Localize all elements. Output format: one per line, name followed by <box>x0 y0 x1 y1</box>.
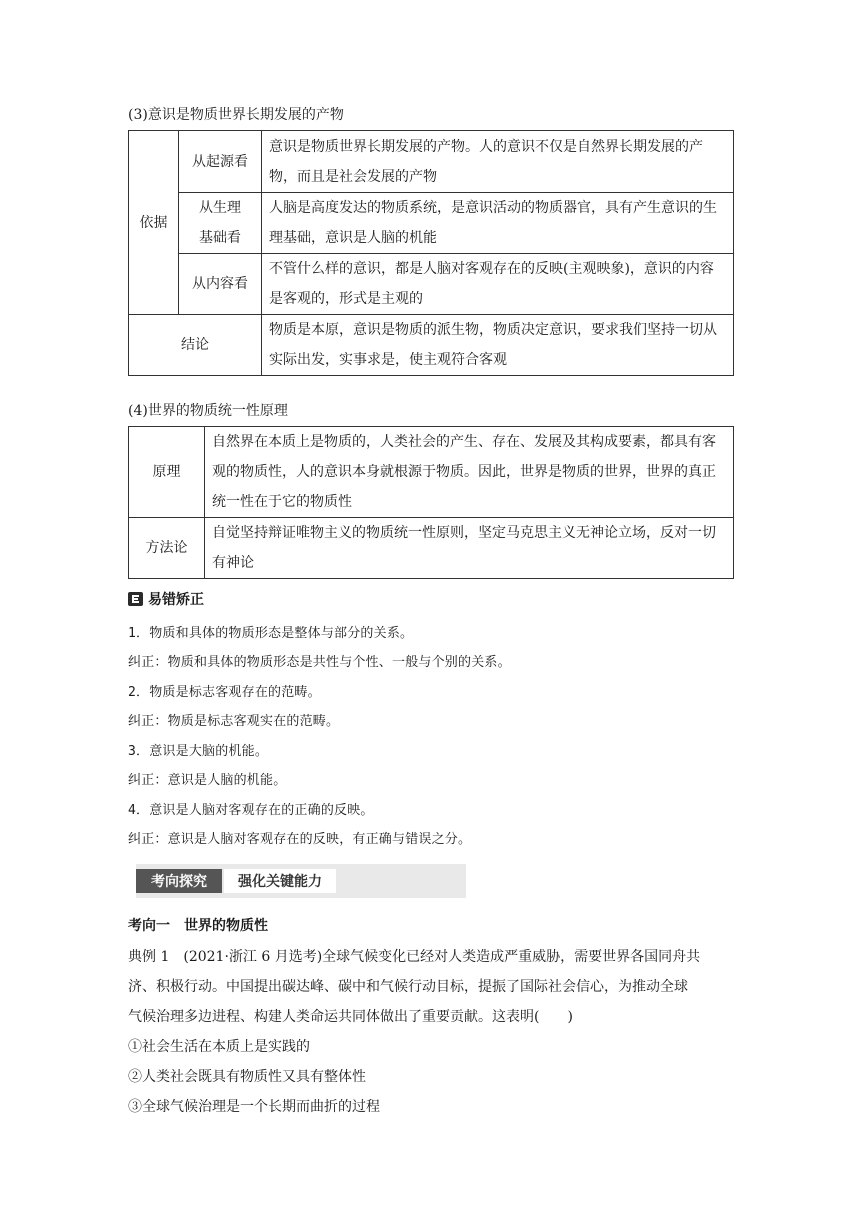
section3-heading: (3)意识是物质世界长期发展的产物 <box>128 107 344 123</box>
direction-title: 考向一 世界的物质性 <box>128 918 268 934</box>
row-text-physiology: 人脑是高度发达的物质系统，是意识活动的物质器官，具有产生意识的生理基础，意识是人脑的机能 <box>262 193 734 254</box>
methodology-text: 自觉坚持辩证唯物主义的物质统一性原则，坚定马克思主义无神论立场，反对一切有神论 <box>205 518 734 579</box>
basis-label: 依据 <box>129 131 179 315</box>
example-line: 气候治理多边进程、构建人类命运共同体做出了重要贡献。这表明( ) <box>128 1009 573 1025</box>
row-label-origin: 从起源看 <box>179 131 262 193</box>
correction-line: 4．意识是人脑对客观存在的正确的反映。 <box>128 803 374 818</box>
row-label-physiology-line2: 基础看 <box>199 230 241 246</box>
row-label-content: 从内容看 <box>179 254 262 315</box>
option-line: ①社会生活在本质上是实践的 <box>128 1039 310 1055</box>
correction-line: 纠正：意识是人脑对客观存在的反映，有正确与错误之分。 <box>128 832 472 847</box>
correction-line: 纠正：物质和具体的物质形态是共性与个性、一般与个别的关系。 <box>128 655 511 670</box>
row-label-physiology-line1: 从生理 <box>199 200 241 216</box>
correction-line: 纠正：物质是标志客观实在的范畴。 <box>128 714 340 729</box>
section4-heading: (4)世界的物质统一性原理 <box>128 403 288 419</box>
correction-line: 3．意识是大脑的机能。 <box>128 744 269 759</box>
conclusion-text: 物质是本原，意识是物质的派生物，物质决定意识，要求我们坚持一切从实际出发，实事求是，使主观符合客观 <box>262 315 734 376</box>
section-banner <box>136 864 466 898</box>
correction-line: 1．物质和具体的物质形态是整体与部分的关系。 <box>128 626 414 641</box>
correction-line: 纠正：意识是人脑的机能。 <box>128 773 287 788</box>
methodology-label: 方法论 <box>129 518 205 579</box>
example-line: 典例 1 (2021·浙江 6 月选考)全球气候变化已经对人类造成严重威胁，需要世界各国同舟共 <box>128 949 701 965</box>
example-line: 济、积极行动。中国提出碳达峰、碳中和气候行动目标，提振了国际社会信心，为推动全球 <box>128 979 688 995</box>
tag-e-icon <box>128 592 143 606</box>
principle-text: 自然界在本质上是物质的，人类社会的产生、存在、发展及其构成要素，都具有客观的物质性，人的意识本身就根源于物质。因此，世界是物质的世界，世界的真正统一性在于它的物质性 <box>205 427 734 518</box>
correction-line: 2．物质是标志客观存在的范畴。 <box>128 685 321 700</box>
error-correction-label: 易错矫正 <box>148 592 204 608</box>
row-text-origin: 意识是物质世界长期发展的产物。人的意识不仅是自然界长期发展的产物，而且是社会发展的产物 <box>262 131 734 193</box>
option-line: ②人类社会既具有物质性又具有整体性 <box>128 1069 366 1085</box>
error-correction-tag <box>128 589 204 609</box>
option-line: ③全球气候治理是一个长期而曲折的过程 <box>128 1099 380 1115</box>
row-label-physiology <box>179 193 262 254</box>
consciousness-origin-table <box>128 130 734 376</box>
row-text-content: 不管什么样的意识，都是人脑对客观存在的反映(主观映象)，意识的内容是客观的，形式是主观的 <box>262 254 734 315</box>
material-unity-table <box>128 426 734 579</box>
principle-label: 原理 <box>129 427 205 518</box>
conclusion-label: 结论 <box>129 315 262 376</box>
banner-dark-label: 考向探究 <box>136 869 222 893</box>
banner-light-label: 强化关键能力 <box>224 869 336 893</box>
